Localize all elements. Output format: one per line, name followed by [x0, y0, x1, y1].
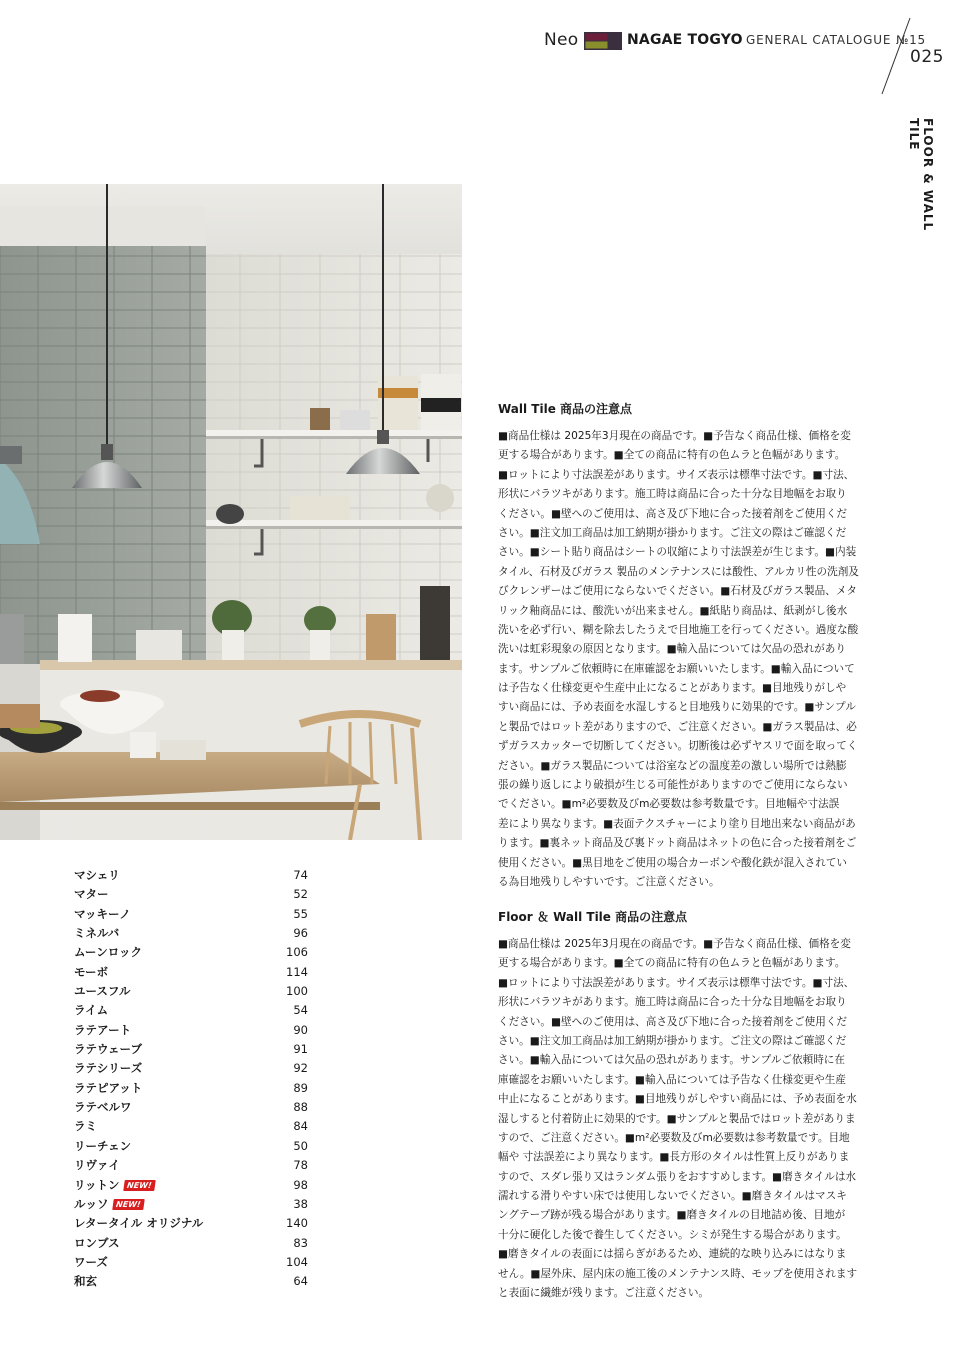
index-product-name	[74, 1234, 120, 1253]
index-product-name	[74, 1156, 120, 1175]
index-product-name	[74, 1040, 142, 1059]
index-page-number: 38	[293, 1196, 308, 1211]
note-line: 更する場合があります。■全ての商品に特有の色ムラと色幅があります。	[498, 957, 846, 970]
note-line: ■ロットにより寸法誤差があります。サイズ表示は標準寸法です。■寸法、	[498, 976, 855, 989]
note-line: る為目地残りしやすいです。ご注意ください。	[498, 875, 720, 888]
index-page-number: 64	[293, 1274, 308, 1289]
index-product-name	[74, 1098, 132, 1117]
note-line: ■商品仕様は 2025年3月現在の商品です。■予告なく商品仕様、価格を変	[498, 430, 851, 442]
index-row	[74, 1079, 308, 1098]
note-line: 形状にバラツキがあります。施工時は商品に合った十分な目地幅をお取り	[498, 488, 847, 501]
index-page-number: 90	[293, 1022, 308, 1037]
index-page-number: 100	[286, 984, 308, 999]
index-product-name-text: ロンブス	[74, 1235, 120, 1250]
index-product-name-text: ラテアート	[74, 1022, 132, 1037]
index-product-name-text: マッキーノ	[74, 906, 131, 921]
index-product-name-text: 和玄	[74, 1274, 97, 1289]
index-row	[74, 1001, 308, 1020]
index-product-name-text: ムーンロック	[74, 945, 142, 960]
index-row	[74, 1098, 308, 1117]
note-line: さい。■シート貼り商品はシートの収縮により寸法誤差が生じます。■内装	[498, 546, 857, 559]
note-line: 十分に硬化した後で養生してください。シミが発生する場合があります。	[498, 1228, 847, 1241]
catalogue-title: GENERAL CATALOGUE №15	[746, 33, 926, 47]
index-product-name-text: ライム	[74, 1003, 109, 1018]
index-page-number: 84	[293, 1119, 308, 1134]
index-product-name-text: ワーズ	[74, 1254, 108, 1269]
note-line: ります。■裏ネット商品及び裏ドット商品はネットの色に合った接着剤をご	[498, 837, 857, 850]
index-page-number: 78	[293, 1158, 308, 1173]
note-line: さい。■注文加工商品は加工納期が掛かります。ご注文の際はご確認くだ	[498, 1034, 847, 1047]
note-line: 幅や 寸法誤差により異なります。■長方形のタイルは性質上反りがありま	[498, 1151, 850, 1164]
index-row	[74, 1234, 308, 1253]
index-product-name-text: マター	[74, 887, 109, 902]
brand-neo: Neo	[544, 30, 579, 50]
index-row	[74, 943, 308, 962]
index-row	[74, 1040, 308, 1059]
index-page-number: 89	[293, 1080, 308, 1095]
index-page-number: 74	[293, 868, 308, 882]
index-product-name-text: モーボ	[74, 964, 109, 979]
note-line: すので、スダレ張り又はランダム張りをおすすめします。■磨きタイルは水	[498, 1170, 857, 1183]
index-row	[74, 1117, 308, 1136]
note-line: 差により異なります。■表面テクスチャーにより塗り目地出来ない商品があ	[498, 817, 856, 830]
index-product-name	[74, 1253, 108, 1272]
new-badge: NEW!	[112, 1199, 144, 1210]
note-line: びクレンザーはご使用にならないでください。■石材及びガラス製品、メタ	[498, 585, 858, 598]
index-product-name-text: マシェリ	[74, 868, 120, 882]
note-line: ■磨きタイルの表面には揺らぎがあるため、連続的な映り込みにはなりま	[498, 1248, 847, 1261]
note-line: ■ロットにより寸法誤差があります。サイズ表示は標準寸法です。■寸法、	[498, 468, 855, 481]
index-product-name	[74, 1079, 142, 1098]
index-page-number: 54	[293, 1003, 308, 1018]
index-product-name	[74, 1001, 108, 1020]
note-line: 更する場合があります。■全ての商品に特有の色ムラと色幅があります。	[498, 449, 846, 462]
note-line: せん。■屋外床、屋内床の施工後のメンテナンス時、モップを使用されます	[498, 1267, 858, 1280]
index-row	[74, 1195, 308, 1214]
index-row	[74, 1059, 308, 1078]
index-page-number: 104	[286, 1254, 308, 1269]
floor-wall-tile-notes-body	[498, 935, 884, 1303]
index-page-number: 92	[293, 1061, 308, 1076]
index-product-name	[74, 963, 108, 982]
note-line: ください。■壁へのご使用は、高さ及び下地に合った接着剤をご使用くだ	[498, 1015, 848, 1028]
index-row	[74, 1176, 308, 1195]
index-row	[74, 982, 308, 1001]
index-product-name-text: ラテシリーズ	[74, 1061, 143, 1076]
index-row	[74, 905, 308, 924]
index-page-number: 106	[286, 945, 308, 960]
index-product-name-text: ラテベルワ	[74, 1100, 132, 1115]
note-line: リック釉商品には、酸洗いが出来ません。■紙貼り商品は、紙剥がし後水	[498, 604, 848, 617]
floor-wall-tile-notes-title: Floor ＆ Wall Tile 商品の注意点	[498, 910, 688, 924]
note-line: は予告なく仕様変更や生産中止になることがあります。■目地残りがしや	[498, 682, 847, 695]
index-product-name	[74, 885, 109, 904]
index-product-name	[74, 1195, 143, 1214]
index-product-name	[74, 924, 119, 943]
page-header	[0, 30, 961, 54]
note-line: ングテープ跡が残る場合があります。■磨きタイルの目地詰め後、目地が	[498, 1209, 846, 1222]
note-line: 湿しすると付着防止に効果的です。■サンプルと製品ではロット差がありま	[498, 1112, 856, 1125]
product-index	[74, 866, 308, 1292]
index-row	[74, 1214, 308, 1233]
index-product-name	[74, 1059, 142, 1078]
note-line: 濡れする滑りやすい床では使用しないでください。■磨きタイルはマスキ	[498, 1190, 847, 1203]
kitchen-photo	[0, 184, 462, 840]
note-line: と表面に繊維が残ります。ご注意ください。	[498, 1287, 710, 1300]
note-line: 庫確認をお願いいたします。■輸入品については予告なく仕様変更や生産	[498, 1073, 846, 1086]
wall-tile-notes-body	[498, 427, 884, 892]
note-line: 中止になることがあります。■目地残りがしやすい商品には、予め表面を水	[498, 1093, 857, 1106]
note-line: ください。■壁へのご使用は、高さ及び下地に合った接着剤をご使用くだ	[498, 507, 848, 520]
index-product-name-text: ユースフル	[74, 984, 131, 999]
index-product-name-text: レタータイル オリジナル	[74, 1216, 204, 1231]
index-product-name	[74, 1021, 131, 1040]
index-row	[74, 1156, 308, 1175]
index-page-number: 50	[293, 1138, 308, 1153]
page-number: 025	[910, 47, 944, 67]
index-product-name	[74, 866, 120, 885]
wall-tile-notes	[498, 400, 884, 892]
brand-name: NAGAE TOGYO	[627, 32, 743, 48]
index-product-name	[74, 1214, 203, 1233]
index-product-name	[74, 982, 130, 1001]
note-line: すので、ご注意ください。■m²必要数及びm必要数は参考数量です。目地	[498, 1131, 850, 1144]
index-page-number: 88	[293, 1100, 308, 1115]
note-line: 洗いを必ず行い、糊を除去したうえで目地施工を行ってください。過度な酸	[498, 623, 859, 636]
index-page-number: 96	[293, 926, 308, 941]
note-line: ずガラスカッターで切断してください。切断後は必ずヤスリで面を取ってく	[498, 740, 858, 753]
index-product-name	[74, 1137, 131, 1156]
index-product-name-text: リットン	[74, 1177, 120, 1192]
index-row	[74, 866, 308, 885]
note-line: ださい。■ガラス製品については浴室などの温度差の激しい場所では熱膨	[498, 759, 847, 772]
note-line: でください。■m²必要数及びm必要数は参考数量です。目地幅や寸法誤	[498, 798, 840, 811]
index-product-name-text: ラテウェーブ	[74, 1042, 142, 1057]
index-row	[74, 1137, 308, 1156]
index-page-number: 83	[293, 1235, 308, 1250]
kitchen-photo-icon	[0, 184, 462, 840]
note-line: 張の繰り返しにより破損が生じる可能性がありますのでご使用にならない	[498, 779, 848, 792]
note-line: と製品ではロット差がありますので、ご注意ください。■ガラス製品は、必	[498, 720, 857, 733]
index-product-name	[74, 1272, 97, 1291]
index-row	[74, 1021, 308, 1040]
new-badge: NEW!	[123, 1180, 155, 1191]
index-row	[74, 924, 308, 943]
note-line: さい。■注文加工商品は加工納期が掛かります。ご注文の際はご確認くだ	[498, 526, 847, 539]
index-product-name	[74, 943, 142, 962]
index-page-number: 91	[293, 1042, 308, 1057]
index-page-number: 55	[293, 906, 308, 921]
section-side-label: FLOOR & WALL TILE	[907, 118, 935, 232]
note-line: タイル、石材及びガラス 製品のメンテナンスには酸性、アルカリ性の洗剤及	[498, 565, 859, 578]
index-row	[74, 885, 308, 904]
index-product-name-text: ルッソ	[74, 1196, 109, 1211]
floor-wall-tile-notes	[498, 908, 884, 1303]
index-page-number: 140	[286, 1216, 308, 1231]
index-product-name-text: リーチェン	[74, 1138, 132, 1153]
note-line: 形状にバラツキがあります。施工時は商品に合った十分な目地幅をお取り	[498, 996, 847, 1009]
index-page-number: 52	[293, 887, 308, 902]
index-product-name	[74, 905, 131, 924]
index-product-name-text: リヴァイ	[74, 1158, 120, 1173]
index-product-name	[74, 1117, 97, 1136]
index-product-name-text: ラテピアット	[74, 1080, 143, 1095]
index-page-number: 98	[293, 1177, 308, 1192]
note-line: すい商品には、予め表面を水湿しすると目地残りに効果的です。■サンプル	[498, 701, 856, 714]
wall-tile-notes-title: Wall Tile 商品の注意点	[498, 402, 633, 416]
note-line: ■商品仕様は 2025年3月現在の商品です。■予告なく商品仕様、価格を変	[498, 938, 851, 950]
note-line: さい。■輸入品については欠品の恐れがあります。サンプルご依頼時に在	[498, 1054, 845, 1067]
index-row	[74, 963, 308, 982]
note-line: 洗いは虹彩現象の原因となります。■輸入品については欠品の恐れがあり	[498, 643, 846, 656]
index-row	[74, 1253, 308, 1272]
nagae-logo-icon	[584, 32, 622, 50]
note-line: 使用ください。■黒目地をご使用の場合カーボンや酸化鉄が混入されてい	[498, 856, 848, 869]
index-page-number: 114	[286, 964, 308, 979]
index-row	[74, 1272, 308, 1291]
note-line: ます。サンプルご依頼時に在庫確認をお願いいたします。■輸入品について	[498, 662, 855, 675]
index-product-name-text: ラミ	[74, 1119, 97, 1134]
index-product-name	[74, 1176, 154, 1195]
index-product-name-text: ミネルバ	[74, 926, 120, 941]
